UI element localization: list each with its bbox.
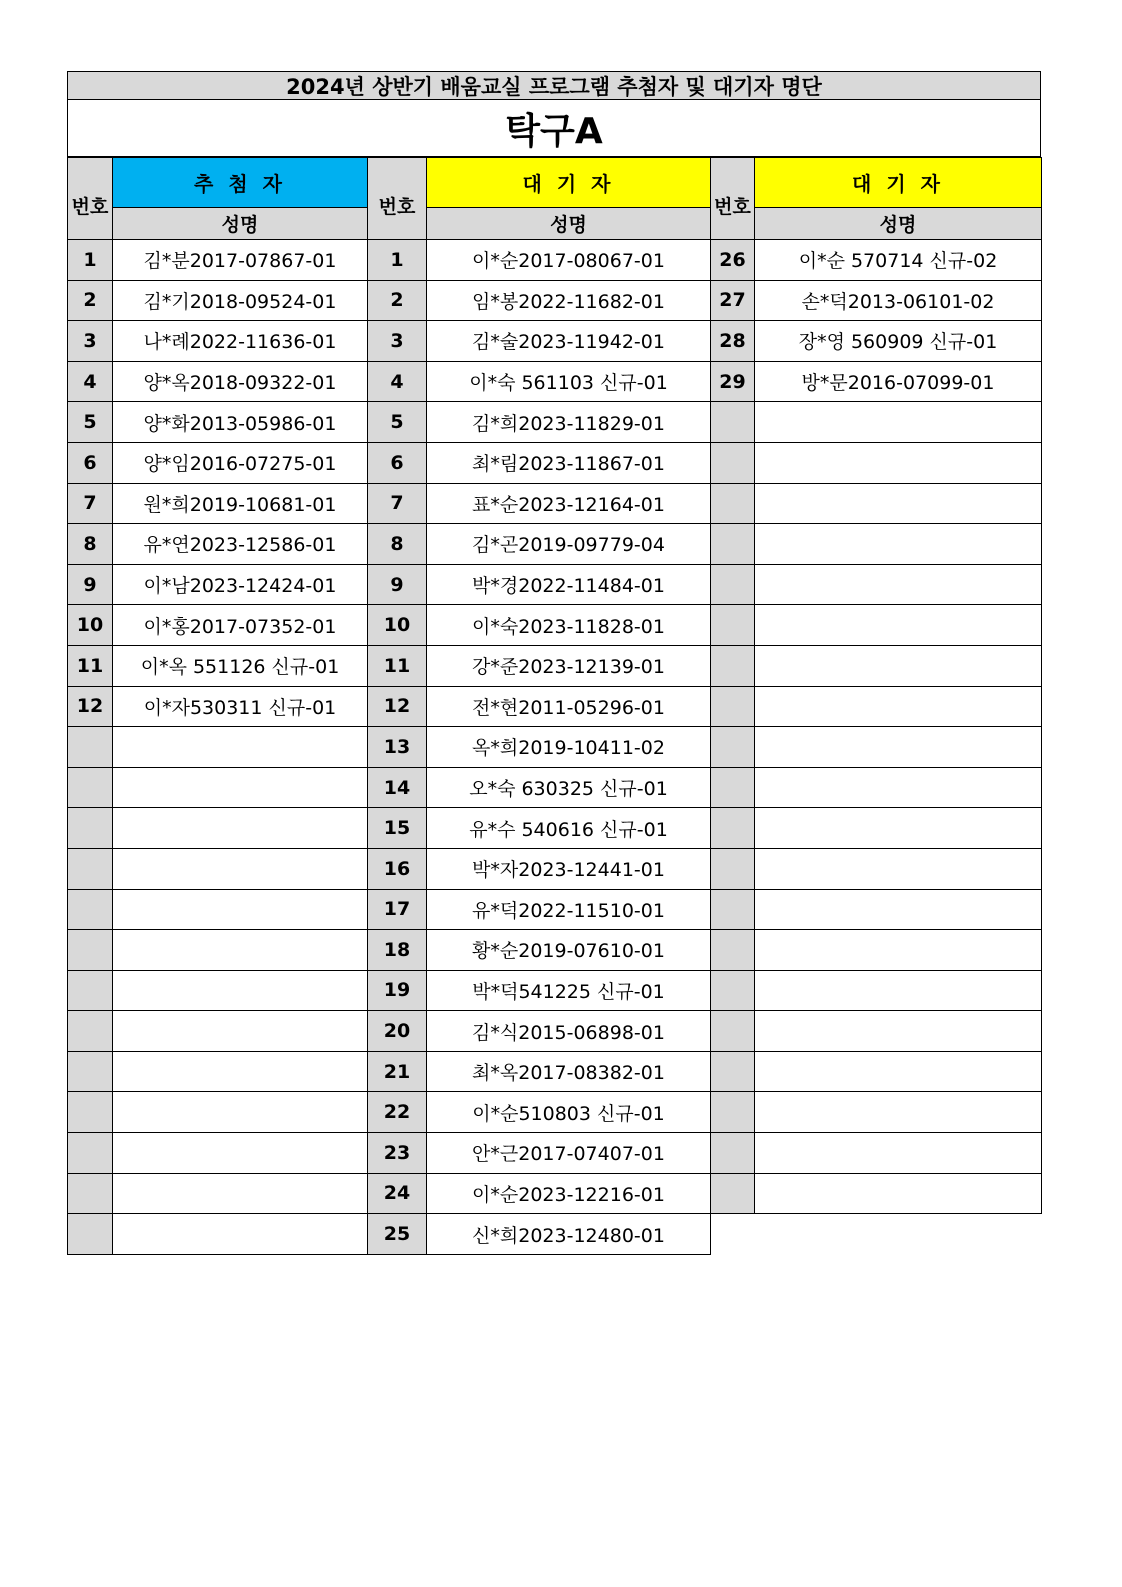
row-number: 25: [368, 1214, 427, 1255]
waitlist-table-1: [367, 157, 711, 1255]
table-row: [368, 930, 711, 971]
row-number: 14: [368, 767, 427, 808]
row-number: [68, 1011, 113, 1052]
participant-name: [755, 970, 1042, 1011]
row-number: 5: [368, 402, 427, 443]
table-row: [68, 1011, 368, 1052]
row-number: [711, 970, 755, 1011]
row-number: 10: [368, 605, 427, 646]
row-number: 3: [68, 321, 113, 362]
table-row: [368, 1214, 711, 1255]
row-number: [711, 686, 755, 727]
table-row: [368, 1011, 711, 1052]
row-number: 26: [711, 240, 755, 281]
row-number: 24: [368, 1173, 427, 1214]
table-row: [711, 1133, 1042, 1174]
row-number: [711, 848, 755, 889]
participant-name: [755, 1092, 1042, 1133]
row-number: 27: [711, 280, 755, 321]
row-number: 12: [368, 686, 427, 727]
row-number: 4: [68, 361, 113, 402]
row-number: 7: [68, 483, 113, 524]
row-number: 4: [368, 361, 427, 402]
table-row: [711, 767, 1042, 808]
table-row: [68, 524, 368, 565]
participant-name: [755, 1051, 1042, 1092]
table-row: [68, 848, 368, 889]
participant-name: 김*식2015-06898-01: [427, 1011, 711, 1052]
table-row: [711, 605, 1042, 646]
participant-name: 김*분2017-07867-01: [113, 240, 368, 281]
row-number: [711, 1092, 755, 1133]
row-number: [68, 1092, 113, 1133]
waitlist-section-2: [710, 157, 1041, 1214]
number-header: 번호: [711, 158, 755, 240]
participant-name: [755, 442, 1042, 483]
participant-name: 안*근2017-07407-01: [427, 1133, 711, 1174]
row-number: [711, 483, 755, 524]
participant-name: [113, 1173, 368, 1214]
row-number: 23: [368, 1133, 427, 1174]
row-number: 12: [68, 686, 113, 727]
participant-name: [113, 889, 368, 930]
participant-name: 옥*희2019-10411-02: [427, 727, 711, 768]
participant-name: [755, 605, 1042, 646]
table-row: [368, 1051, 711, 1092]
row-number: [68, 1133, 113, 1174]
row-number: [711, 1173, 755, 1214]
participant-name: [755, 1133, 1042, 1174]
participant-name: 박*덕541225 신규-01: [427, 970, 711, 1011]
participant-name: 이*숙 561103 신규-01: [427, 361, 711, 402]
waitlist-rows-1: [368, 240, 711, 1255]
table-row: [68, 686, 368, 727]
participant-name: 임*봉2022-11682-01: [427, 280, 711, 321]
participant-name: [113, 1214, 368, 1255]
row-number: [711, 605, 755, 646]
table-row: [68, 1051, 368, 1092]
table-row: [68, 442, 368, 483]
table-row: [711, 930, 1042, 971]
table-row: [711, 1092, 1042, 1133]
participant-name: [755, 930, 1042, 971]
participant-name: [113, 970, 368, 1011]
participant-name: 이*숙2023-11828-01: [427, 605, 711, 646]
participant-name: 이*옥 551126 신규-01: [113, 645, 368, 686]
participant-name: 오*숙 630325 신규-01: [427, 767, 711, 808]
table-row: [68, 767, 368, 808]
participant-name: [113, 1092, 368, 1133]
row-number: 2: [368, 280, 427, 321]
winners-table: [67, 157, 368, 1255]
table-row: [368, 686, 711, 727]
table-row: [368, 483, 711, 524]
name-header: 성명: [113, 208, 368, 240]
winners-section: [67, 157, 367, 1255]
participant-name: 강*준2023-12139-01: [427, 645, 711, 686]
table-row: [368, 605, 711, 646]
row-number: 1: [368, 240, 427, 281]
table-row: [711, 1051, 1042, 1092]
row-number: [68, 727, 113, 768]
waitlist-table-2: [710, 157, 1042, 1214]
participant-name: [113, 1011, 368, 1052]
waitlist-header: 대 기 자: [427, 158, 711, 208]
table-row: [368, 321, 711, 362]
table-row: [368, 848, 711, 889]
row-number: 18: [368, 930, 427, 971]
row-number: 7: [368, 483, 427, 524]
participant-name: 김*기2018-09524-01: [113, 280, 368, 321]
program-title: 탁구A: [67, 100, 1041, 157]
document-title: 2024년 상반기 배움교실 프로그램 추첨자 및 대기자 명단: [67, 71, 1041, 100]
row-number: 10: [68, 605, 113, 646]
table-row: [711, 524, 1042, 565]
participant-name: 이*자530311 신규-01: [113, 686, 368, 727]
participant-name: 표*순2023-12164-01: [427, 483, 711, 524]
row-number: [711, 645, 755, 686]
row-number: 1: [68, 240, 113, 281]
table-row: [68, 808, 368, 849]
row-number: 9: [368, 564, 427, 605]
table-row: [711, 321, 1042, 362]
row-number: 21: [368, 1051, 427, 1092]
waitlist-section-1: [367, 157, 710, 1255]
table-row: [68, 645, 368, 686]
row-number: 29: [711, 361, 755, 402]
row-number: [68, 808, 113, 849]
table-row: [368, 524, 711, 565]
table-row: [368, 1092, 711, 1133]
table-row: [368, 402, 711, 443]
table-row: [711, 442, 1042, 483]
table-row: [68, 321, 368, 362]
participant-name: [755, 483, 1042, 524]
participant-name: 나*례2022-11636-01: [113, 321, 368, 362]
row-number: [711, 402, 755, 443]
row-number: 8: [368, 524, 427, 565]
table-row: [68, 240, 368, 281]
table-row: [368, 442, 711, 483]
participant-name: 유*연2023-12586-01: [113, 524, 368, 565]
table-row: [711, 402, 1042, 443]
participant-name: [113, 930, 368, 971]
participant-name: [755, 645, 1042, 686]
row-number: [711, 889, 755, 930]
participant-name: 장*영 560909 신규-01: [755, 321, 1042, 362]
participant-name: 최*림2023-11867-01: [427, 442, 711, 483]
participant-name: [113, 1133, 368, 1174]
number-header: 번호: [368, 158, 427, 240]
table-row: [711, 848, 1042, 889]
participant-name: [755, 686, 1042, 727]
table-row: [368, 970, 711, 1011]
participant-name: [755, 889, 1042, 930]
table-row: [711, 1011, 1042, 1052]
row-number: [711, 442, 755, 483]
participant-name: 이*순2023-12216-01: [427, 1173, 711, 1214]
participant-name: [755, 727, 1042, 768]
row-number: [68, 848, 113, 889]
row-number: 6: [68, 442, 113, 483]
participant-name: 손*덕2013-06101-02: [755, 280, 1042, 321]
table-row: [711, 564, 1042, 605]
participant-name: 최*옥2017-08382-01: [427, 1051, 711, 1092]
row-number: 2: [68, 280, 113, 321]
table-row: [68, 970, 368, 1011]
row-number: [68, 930, 113, 971]
name-header: 성명: [427, 208, 711, 240]
winners-header: 추 첨 자: [113, 158, 368, 208]
table-row: [711, 483, 1042, 524]
table-row: [711, 645, 1042, 686]
row-number: 11: [68, 645, 113, 686]
participant-name: 양*임2016-07275-01: [113, 442, 368, 483]
row-number: 13: [368, 727, 427, 768]
table-row: [68, 1214, 368, 1255]
table-row: [711, 240, 1042, 281]
waitlist-header: 대 기 자: [755, 158, 1042, 208]
participant-name: 양*화2013-05986-01: [113, 402, 368, 443]
table-row: [711, 280, 1042, 321]
row-number: 3: [368, 321, 427, 362]
row-number: [711, 930, 755, 971]
table-row: [68, 727, 368, 768]
participant-name: [113, 727, 368, 768]
participant-name: 원*희2019-10681-01: [113, 483, 368, 524]
row-number: [68, 1214, 113, 1255]
participant-name: 김*술2023-11942-01: [427, 321, 711, 362]
participant-name: [755, 767, 1042, 808]
participant-name: 박*경2022-11484-01: [427, 564, 711, 605]
row-number: [711, 767, 755, 808]
participant-name: 황*순2019-07610-01: [427, 930, 711, 971]
participant-name: [755, 402, 1042, 443]
table-row: [368, 1133, 711, 1174]
row-number: 16: [368, 848, 427, 889]
table-row: [68, 361, 368, 402]
table-row: [711, 361, 1042, 402]
row-number: 8: [68, 524, 113, 565]
participant-name: 전*현2011-05296-01: [427, 686, 711, 727]
row-number: [68, 1051, 113, 1092]
participant-name: 김*희2023-11829-01: [427, 402, 711, 443]
table-row: [368, 767, 711, 808]
table-row: [68, 564, 368, 605]
participant-name: 이*홍2017-07352-01: [113, 605, 368, 646]
participant-name: 유*덕2022-11510-01: [427, 889, 711, 930]
participant-name: 이*순 570714 신규-02: [755, 240, 1042, 281]
participant-name: 양*옥2018-09322-01: [113, 361, 368, 402]
row-number: 17: [368, 889, 427, 930]
participant-name: 이*순510803 신규-01: [427, 1092, 711, 1133]
table-row: [368, 727, 711, 768]
table-row: [368, 564, 711, 605]
row-number: [68, 889, 113, 930]
table-row: [368, 361, 711, 402]
row-number: 15: [368, 808, 427, 849]
row-number: [711, 1051, 755, 1092]
participant-name: [755, 564, 1042, 605]
row-number: 11: [368, 645, 427, 686]
table-row: [711, 1173, 1042, 1214]
table-row: [711, 686, 1042, 727]
table-row: [711, 889, 1042, 930]
row-number: [711, 727, 755, 768]
table-row: [68, 889, 368, 930]
row-number: [68, 767, 113, 808]
winners-rows: [68, 240, 368, 1255]
row-number: [711, 564, 755, 605]
table-row: [711, 727, 1042, 768]
row-number: 22: [368, 1092, 427, 1133]
row-number: [711, 1011, 755, 1052]
table-row: [711, 808, 1042, 849]
participant-name: 김*곤2019-09779-04: [427, 524, 711, 565]
participant-name: [113, 767, 368, 808]
row-number: 9: [68, 564, 113, 605]
row-number: 5: [68, 402, 113, 443]
number-header: 번호: [68, 158, 113, 240]
table-row: [711, 970, 1042, 1011]
participant-name: 신*희2023-12480-01: [427, 1214, 711, 1255]
table-row: [68, 1133, 368, 1174]
table-row: [368, 240, 711, 281]
row-number: [711, 1133, 755, 1174]
participant-name: [755, 1011, 1042, 1052]
table-row: [68, 930, 368, 971]
table-row: [68, 1173, 368, 1214]
row-number: [711, 524, 755, 565]
table-row: [68, 402, 368, 443]
table-row: [368, 808, 711, 849]
table-row: [368, 889, 711, 930]
table-row: [368, 1173, 711, 1214]
row-number: [711, 808, 755, 849]
participant-name: [113, 1051, 368, 1092]
waitlist-rows-2: [711, 240, 1042, 1214]
table-row: [68, 280, 368, 321]
participant-name: 방*문2016-07099-01: [755, 361, 1042, 402]
participant-name: 박*자2023-12441-01: [427, 848, 711, 889]
participant-name: [755, 1173, 1042, 1214]
participant-name: 유*수 540616 신규-01: [427, 808, 711, 849]
participant-name: [755, 808, 1042, 849]
table-row: [68, 1092, 368, 1133]
roster-sheet: [67, 71, 1041, 1247]
row-number: 28: [711, 321, 755, 362]
row-number: [68, 970, 113, 1011]
table-row: [68, 605, 368, 646]
participant-name: 이*순2017-08067-01: [427, 240, 711, 281]
row-number: 6: [368, 442, 427, 483]
participant-name: [113, 808, 368, 849]
row-number: 19: [368, 970, 427, 1011]
row-number: 20: [368, 1011, 427, 1052]
participant-name: [113, 848, 368, 889]
participant-name: 이*남2023-12424-01: [113, 564, 368, 605]
participant-name: [755, 524, 1042, 565]
row-number: [68, 1173, 113, 1214]
table-row: [68, 483, 368, 524]
table-row: [368, 280, 711, 321]
table-row: [368, 645, 711, 686]
name-header: 성명: [755, 208, 1042, 240]
participant-name: [755, 848, 1042, 889]
